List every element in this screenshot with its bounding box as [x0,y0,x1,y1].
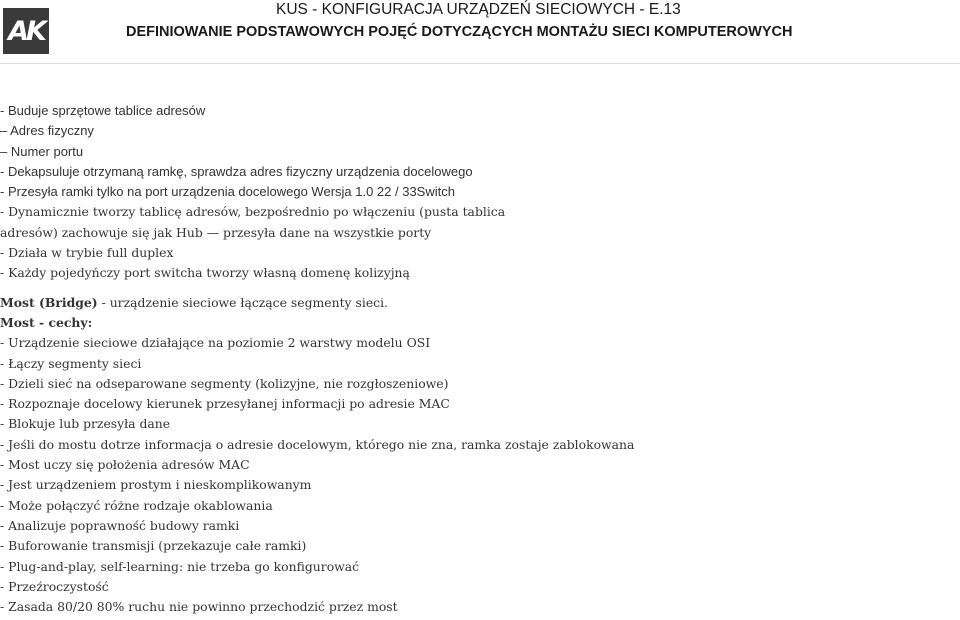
feature-item: - Buforowanie transmisji (przekazuje całe ramki) [0,538,307,554]
document-body [0,101,960,617]
features-heading: Most - cechy: [0,314,93,330]
page-title: KUS - KONFIGURACJA URZĄDZEŃ SIECIOWYCH - E.13 [276,1,681,18]
text-line: adresów) zachowuje się jak Hub — przesyła dane na wszystkie porty [0,224,432,240]
feature-item: - Most uczy się położenia adresów MAC [0,457,250,473]
page-header [0,0,960,64]
text-line: - Dynamicznie tworzy tablicę adresów, bezpośrednio po włączeniu (pusta tablica [0,204,506,220]
bridge-definition: - urządzenie sieciowe łączące segmenty sieci. [97,294,388,310]
feature-item: - Analizuje poprawność budowy ramki [0,517,240,533]
feature-item: - Jest urządzeniem prostym i nieskomplikowanym [0,477,312,493]
feature-item: - Urządzenie sieciowe działające na poziomie 2 warstwy modelu OSI [0,335,431,351]
feature-item: - Blokuje lub przesyła dane [0,416,171,432]
text-line: - Przesyła ramki tylko na port urządzenia docelowego Wersja 1.0 22 / 33Switch [0,184,455,200]
header-divider [0,63,960,64]
text-line: - Każdy pojedyńczy port switcha tworzy własną domenę kolizyjną [0,265,410,281]
feature-item: - Łączy segmenty sieci [0,355,142,371]
feature-item: - Rozpoznaje docelowy kierunek przesyłanej informacji po adresie MAC [0,396,450,412]
feature-item: - Jeśli do mostu dotrze informacja o adresie docelowym, którego nie zna, ramka zostaje zablokowana [0,436,635,452]
bridge-definition-line [0,293,960,313]
feature-item: - Może połączyć różne rodzaje okablowania [0,497,273,513]
text-line: - Działa w trybie full duplex [0,245,174,261]
feature-item: - Plug-and-play, self-learning: nie trzeba go konfigurować [0,558,360,574]
text-line: – Numer portu [0,143,84,159]
feature-item: - Przeźroczystość [0,578,109,594]
ak-logo: AK [3,8,49,54]
text-line: – Adres fizyczny [0,123,94,139]
feature-item: - Zasada 80/20 80% ruchu nie powinno przechodzić przez most [0,599,398,615]
text-line: - Dekapsuluje otrzymaną ramkę, sprawdza adres fizyczny urządzenia docelowego [0,163,473,179]
text-line: - Buduje sprzętowe tablice adresów [0,103,206,118]
page-subtitle: DEFINIOWANIE PODSTAWOWYCH POJĘĆ DOTYCZĄCYCH MONTAŻU SIECI KOMPUTEROWYCH [126,24,793,40]
bridge-term: Most (Bridge) [0,294,98,310]
feature-item: - Dzieli sieć na odseparowane segmenty (kolizyjne, nie rozgłoszeniowe) [0,375,449,391]
